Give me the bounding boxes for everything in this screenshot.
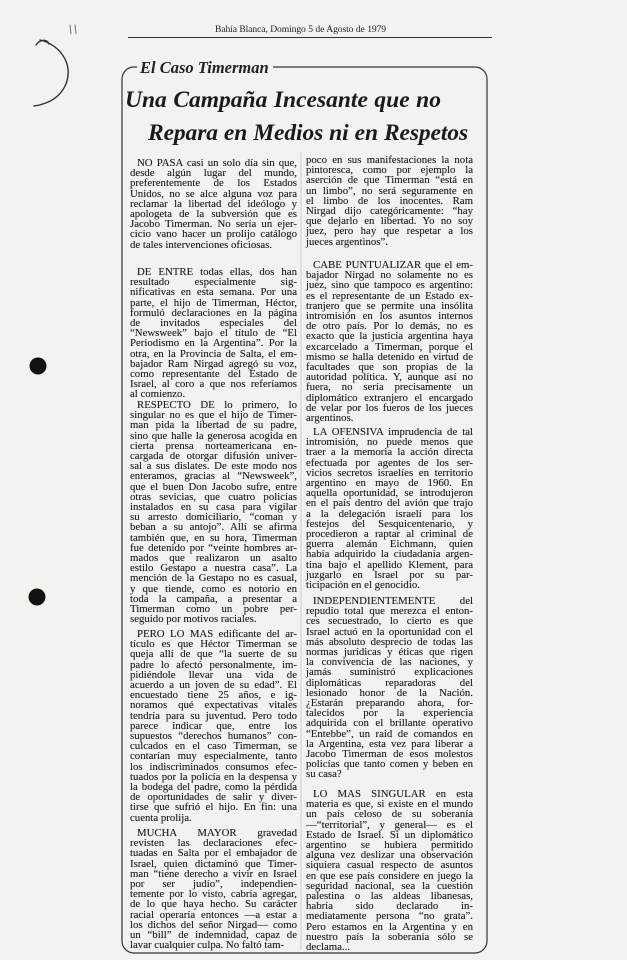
text-line: reclamar la libertad del ideólogo y: [130, 197, 297, 210]
text-line: un “bill” de indemnidad, capaz de: [130, 929, 297, 942]
text-line: su casa?: [306, 768, 342, 781]
text-line: otra, en la Provincia de Salta, el em-: [130, 347, 297, 360]
text-line: como representante del Estado de: [130, 368, 297, 381]
text-line: INDEPENDIENTEMENTE del: [313, 595, 473, 607]
text-line: palestina o las aldeas libanesas,: [306, 890, 473, 903]
text-line: la convivencia de las naciones, y: [306, 656, 473, 669]
text-line: parte, el hijo de Timerman, Héctor,: [130, 296, 297, 309]
text-line: argentinos.: [306, 412, 354, 425]
text-line: diplomáticas reparadoras del: [306, 676, 473, 689]
text-line: seguridad nacional, sea la cuestión: [306, 879, 473, 892]
text-line: Estado de Israel. Si un diplomático: [306, 828, 473, 841]
text-line: bajador Ram Nirgad agregó su voz,: [130, 357, 297, 370]
text-line: fuera, no sería precisamente un: [306, 381, 473, 394]
text-line: CABE PUNTUALIZAR que el em-: [313, 259, 473, 271]
text-line: alguna vez deslizar una observación: [306, 849, 473, 862]
article-paragraph: [130, 629, 297, 823]
text-line: supuestos “derechos humanos” con-: [130, 730, 297, 743]
text-line: estilo Gestapo a nuestra casa”. La: [130, 562, 297, 575]
text-line: padre lo afectó personalmente, im-: [130, 658, 297, 671]
text-line: aserción de que Timerman “está en: [306, 174, 473, 187]
text-line: traer a la memoria la acción directa: [306, 446, 473, 459]
punch-hole: [29, 589, 46, 606]
text-line: juez, pero hay que respetar a los: [306, 225, 473, 238]
text-line: declama...: [306, 941, 351, 954]
text-line: Israel, quien dictaminó que Timer-: [130, 857, 297, 870]
text-line: tirse que sufrió el hijo. En fin: una: [130, 801, 297, 814]
text-line: acuerdo a un joven de su edad”. El: [130, 679, 297, 692]
text-line: juez, sino que tampoco es argentino:: [306, 279, 473, 292]
article-paragraph: [130, 400, 297, 624]
text-line: tranjero que se permite una insólita: [306, 299, 473, 312]
text-line: repudio total que merezca el enton-: [306, 605, 473, 618]
text-line: aquella oportunidad, se introdujeron: [306, 487, 473, 500]
text-line: tículo es que Héctor Timerman se: [130, 638, 297, 651]
article-column-left: [130, 0, 297, 960]
text-line: racial operaría entonces —a estar a: [130, 908, 297, 921]
text-line: contarían muy especialmente, tanto: [130, 750, 297, 763]
headline-line: Repara en Medios ni en Respetos: [148, 120, 468, 146]
text-line: otras sevicias, que cuatro policías: [130, 490, 297, 503]
text-line: man pida la libertad de su padre,: [130, 419, 297, 432]
article-column-right: [306, 0, 473, 960]
article-paragraph: [306, 155, 473, 247]
text-line: autoridad política. Y, aunque así no: [306, 371, 473, 384]
text-line: man “tiene derecho a vivir en Israel: [130, 867, 297, 880]
text-line: temente por lo visto, cabría agregar,: [130, 888, 297, 901]
text-line: un país celoso de su soberanía: [306, 808, 473, 821]
text-line: procedieron a raptar al criminal de: [306, 528, 473, 541]
text-line: mados que realizaron un asalto: [130, 552, 297, 565]
text-line: de tales intervenciones oficiosas.: [130, 238, 273, 251]
text-line: tina bajo el apellido Klement, para: [306, 558, 473, 571]
text-line: intromisión en los asuntos internos: [306, 310, 473, 323]
text-line: al comienzo.: [130, 388, 186, 401]
text-line: habría sido declarado in-: [306, 900, 473, 913]
text-line: MUCHA MAYOR gravedad: [137, 827, 297, 839]
text-line: queja allí de que “la suerte de su: [130, 648, 297, 661]
text-line: excarcelado a Timerman, porque el: [306, 340, 473, 353]
text-line: Unidos, no se alce alguna voz para: [130, 187, 297, 200]
text-line: toda la campaña, a presentar a: [130, 592, 297, 605]
text-line: cierta prensa norteamericana en-: [130, 439, 297, 452]
text-line: desde algún lugar del mundo,: [130, 167, 297, 180]
text-line: jueces argentinos”.: [306, 235, 388, 248]
text-line: pidiéndole llevar una vida de: [130, 668, 297, 681]
text-line: formuló declaraciones en la página: [130, 306, 297, 319]
text-line: sal a sus dislates. De este modo nos: [130, 460, 297, 473]
text-line: nificativas en esta semana. Por una: [130, 286, 297, 299]
text-line: bajador Nirgad no solamente no es: [306, 269, 473, 282]
text-line: Israel actuó en la oportunidad con el: [306, 625, 473, 638]
dateline: Bahía Blanca, Domingo 5 de Agosto de 1979: [215, 24, 386, 35]
pen-mark: [34, 40, 68, 106]
text-line: también que, en su hora, Timerman: [130, 531, 297, 544]
text-line: es el representante de un Estado ex-: [306, 289, 473, 302]
text-line: vicios secretos israelíes en territorio: [306, 466, 473, 479]
text-line: pintoresca, como por ejemplo la: [306, 164, 473, 177]
text-line: de lo que haya hecho. Su carácter: [130, 898, 297, 911]
article-paragraph: [306, 789, 473, 952]
text-line: el limbo de los inocentes. Ram: [306, 194, 473, 207]
text-line: Jacobo Timerman de esos molestos: [306, 748, 473, 761]
text-line: mediatamente persona “no grata”.: [306, 910, 473, 923]
text-line: la Argentina, esta vez para liberar a: [306, 737, 473, 750]
pen-mark: [70, 25, 76, 34]
text-line: a la delegación israelí para los: [306, 507, 473, 520]
text-line: resultado especialmente sig-: [130, 276, 297, 289]
text-line: adquirida con el brillante operativo: [306, 717, 473, 730]
text-line: guerra alemán Eichmann, quien: [306, 538, 473, 551]
article-paragraph: [130, 158, 297, 250]
text-line: nuestro país la soberanía sólo se: [306, 930, 473, 943]
text-line: más absoluto desprecio de todas las: [306, 635, 473, 648]
text-line: diplomático extranjero el encargado: [306, 391, 473, 404]
text-line: lesionado honor de la Nación.: [306, 686, 473, 699]
text-line: beban a su antojo”. Allí se afirma: [130, 521, 297, 534]
text-line: revisten las declaraciones efec-: [130, 837, 297, 850]
text-line: que el buen Don Jacobo sufre, entre: [130, 480, 297, 493]
text-line: mención de la Gestapo no es casual,: [130, 572, 297, 585]
text-line: tuados por la policía en la despensa y: [130, 770, 297, 783]
text-line: juzgarlo en Israel por su par-: [306, 568, 473, 581]
text-line: de otro país. Por lo demás, no es: [306, 320, 473, 333]
text-line: “Entebbe”, un raid de comandos en: [306, 727, 473, 740]
text-line: jamás suministró explicaciones: [306, 666, 473, 679]
text-line: Timerman como un pobre per-: [130, 603, 297, 616]
text-line: Periodismo en la Argentina”. Por la: [130, 337, 297, 350]
text-line: había adquirido la ciudadanía argen-: [306, 548, 473, 561]
text-line: festejos del Sesquicentenario, y: [306, 517, 473, 530]
text-line: facultades que son propias de la: [306, 361, 473, 374]
text-line: talecidos por la experiencia: [306, 707, 473, 720]
text-line: poco en sus manifestaciones la nota: [306, 154, 473, 166]
text-line: su arresto domiciliario, “coman y: [130, 511, 297, 524]
text-line: cargada de otorgar difusión univer-: [130, 450, 297, 463]
text-line: cuenta prolija.: [130, 811, 192, 824]
text-line: de invitados especiales del: [130, 317, 297, 330]
text-line: tuadas en Salta por el embajador de: [130, 847, 297, 860]
text-line: LO MAS SINGULAR en esta: [313, 788, 473, 800]
text-line: por ser judío”, independien-: [130, 878, 297, 891]
text-line: normas jurídicas y éticas que rigen: [306, 646, 473, 659]
text-line: sino que halle la generosa acogida en: [130, 429, 297, 442]
text-line: siquiera casual respecto de asuntos: [306, 859, 473, 872]
article-paragraph: [306, 260, 473, 423]
article-paragraph: [130, 267, 297, 400]
text-line: que dejarlo en libertad. Yo no soy: [306, 215, 473, 228]
article-paragraph: [306, 427, 473, 590]
text-line: mismo se halla detenido en virtud de: [306, 350, 473, 363]
headline-line: Una Campaña Incesante que no: [125, 87, 441, 113]
text-line: Israel, al coro a que nos referíamos: [130, 378, 297, 391]
text-line: apologeta de la subversión que es: [130, 208, 297, 221]
text-line: singular no es que el hijo de Timer-: [130, 409, 297, 422]
text-line: seguido por motivos raciales.: [130, 613, 257, 626]
text-line: Pero estamos en la Argentina y en: [306, 920, 473, 933]
text-line: RESPECTO DE lo primero, lo: [137, 399, 297, 411]
article-kicker: El Caso Timerman: [137, 59, 273, 77]
text-line: encuestado tiene 25 años, e ig-: [130, 689, 297, 702]
article-paragraph: [306, 596, 473, 780]
text-line: Nirgad dijo categóricamente: “hay: [306, 205, 473, 218]
text-line: “Newsweek” bajo el título de “El: [130, 327, 297, 340]
text-line: parece indicar que, entre los: [130, 719, 297, 732]
article-paragraph: [130, 828, 297, 950]
text-line: culcados en el caso Timerman, se: [130, 740, 297, 753]
text-line: PERO LO MAS edificante del ar-: [137, 628, 297, 640]
text-line: la bodega del padre, como la pérdida: [130, 781, 297, 794]
text-line: cicio vano hacer un prolijo catálogo: [130, 228, 297, 241]
text-line: argentino en mayo de 1960. En: [306, 477, 473, 490]
text-line: de oportunidades de salir y diver-: [130, 791, 297, 804]
text-line: un limbo”, no será seguramente en: [306, 184, 473, 197]
text-line: ticipación en el genocidio.: [306, 579, 420, 592]
text-line: materia es que, si existe en el mundo: [306, 798, 473, 811]
text-line: de velar por los fueros de los jueces: [306, 401, 473, 414]
text-line: efectuada por agentes de los ser-: [306, 456, 473, 469]
text-line: —“territorial”, y general— es el: [306, 818, 473, 831]
text-line: los indiscriminados consumos efec-: [130, 760, 297, 773]
text-line: en el país dentro del avión que trajo: [306, 497, 473, 510]
text-line: lavar cualquier culpa. No faltó tam-: [130, 939, 285, 952]
text-line: tendría para su juventud. Pero todo: [130, 709, 297, 722]
text-line: enteramos, gracias al “Newsweek”,: [130, 470, 297, 483]
text-line: ¿Estarán preparando ahora, for-: [306, 697, 473, 710]
text-line: preferentemente de los Estados: [130, 177, 297, 190]
text-line: ces secuestrado, lo cierto es que: [306, 615, 473, 628]
text-line: y que tiende, como es notorio en: [130, 582, 297, 595]
text-line: los dichos del señor Nirgad— como: [130, 918, 297, 931]
text-line: instalados en su casa para vigilar: [130, 501, 297, 514]
punch-hole: [30, 358, 47, 375]
text-line: fue detenido por “veinte hombres ar-: [130, 541, 297, 554]
text-line: en que ese país considere en juego la: [306, 869, 473, 882]
text-line: DE ENTRE todas ellas, dos han: [137, 266, 297, 278]
text-line: LA OFENSIVA imprudencia de tal: [313, 426, 473, 438]
text-line: policías que tanto comen y beben en: [306, 758, 473, 771]
text-line: Jacobo Timerman. No sería un ejer-: [130, 218, 297, 231]
text-line: noramos qué expectativas vitales: [130, 699, 297, 712]
text-line: NO PASA casi un solo día sin que,: [137, 157, 297, 169]
text-line: argentino se hubiera permitido: [306, 839, 473, 852]
text-line: intromisión, no puede menos que: [306, 436, 473, 449]
text-line: exacto que la justicia argentina haya: [306, 330, 473, 343]
